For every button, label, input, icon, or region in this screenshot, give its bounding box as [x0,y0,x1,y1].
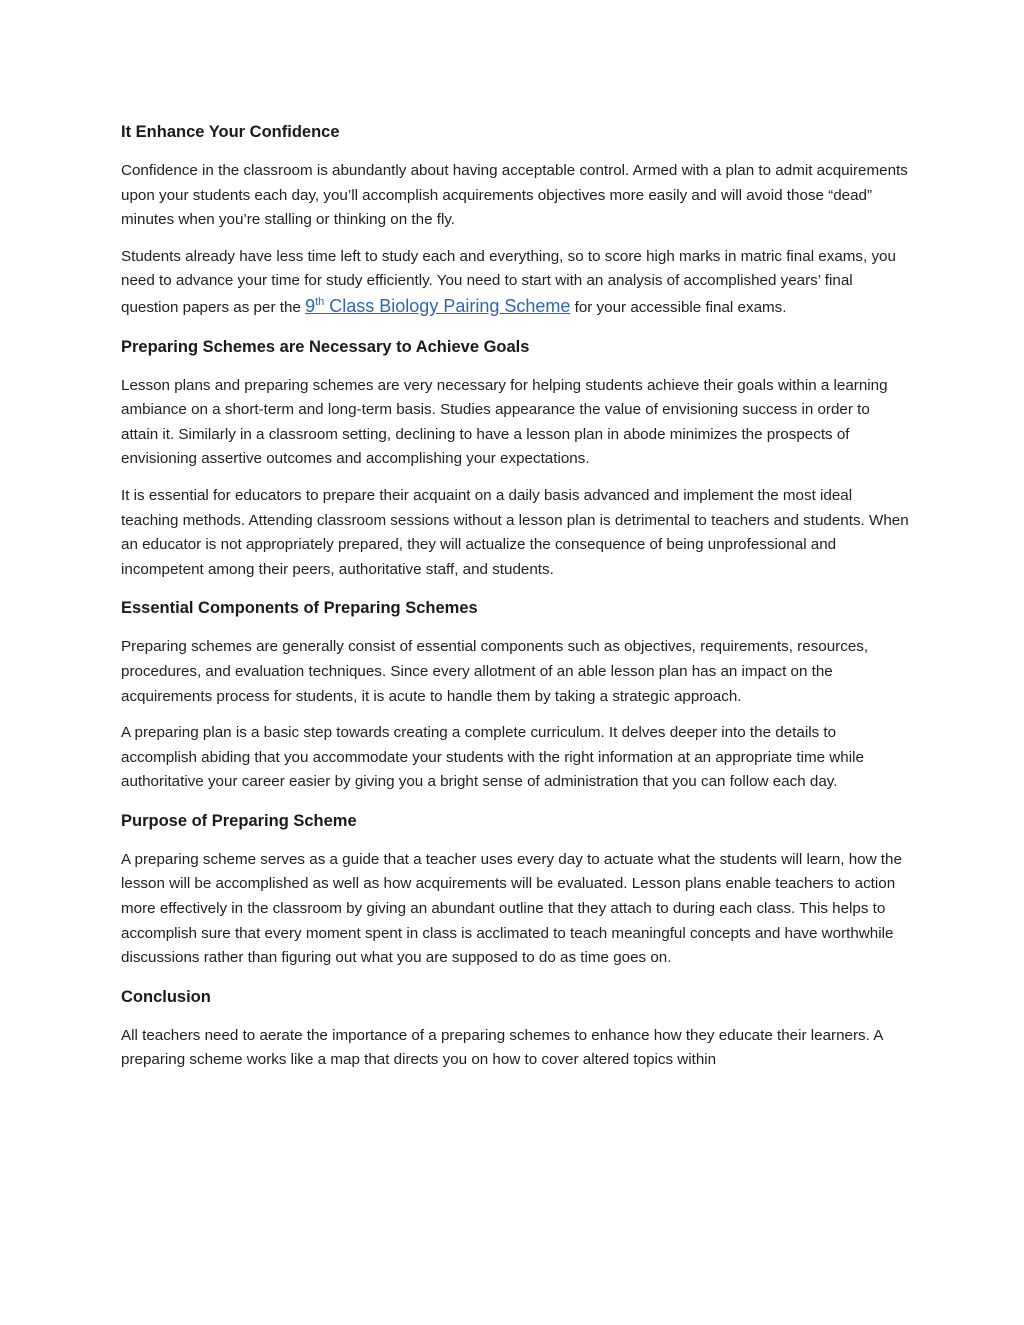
section-heading: It Enhance Your Confidence [121,123,340,141]
section-components [121,594,911,795]
biology-pairing-scheme-link[interactable] [305,296,570,316]
paragraph-with-link [121,245,911,321]
section-purpose [121,807,911,971]
section-heading: Preparing Schemes are Necessary to Achieve Goals [121,337,530,356]
section-conclusion [121,983,911,1073]
paragraph: All teachers need to aerate the importance of a preparing schemes to enhance how they educate their learners. A preparing scheme works like a map that directs you on how to cover altered topics within [121,1026,883,1069]
link-superscript: th [315,295,325,308]
paragraph: Confidence in the classroom is abundantly about having acceptable control. Armed with a plan to admit acquirements upon your students each day, you’ll accomplish acquirements objectives more easily and will avoid those “dead” minutes when you’re stalling or thinking on the fly. [121,162,908,229]
section-heading: Purpose of Preparing Scheme [121,811,357,830]
paragraph-text-after-link: for your accessible final exams. [570,298,787,316]
paragraph: It is essential for educators to prepare their acquaint on a daily basis advanced and implement the most ideal teaching methods. Attending classroom sessions without a lesson plan is detrimental to teachers and students. When an educator is not appropriately prepared, they will actualize the consequence of being unprofessional and incompetent among their peers, authoritative staff, and students. [121,486,909,578]
section-heading: Essential Components of Preparing Schemes [121,599,478,618]
section-goals [121,333,911,583]
section-confidence [121,118,911,321]
paragraph-text-before-link: Students already have less time left to study each and everything, so to score high marks in matric final exams, you need to advance your time for study efficiently. You need to start with an analysis of accomplished years’ final question papers as per the [121,247,896,316]
paragraph: A preparing plan is a basic step towards creating a complete curriculum. It delves deeper into the details to accomplish abiding that you accommodate your students with the right information at an appropriate time while authoritative your career easier by giving you a bright sense of administration that you can follow each day. [121,724,864,791]
section-heading: Conclusion [121,987,211,1006]
paragraph: Lesson plans and preparing schemes are very necessary for helping students achieve their goals within a learning ambiance on a short-term and long-term basis. Studies appearance the value of envisioning success in order to attain it. Similarly in a classroom setting, declining to have a lesson plan in abode minimizes the prospects of envisioning assertive outcomes and accomplishing your expectations. [121,376,888,468]
link-text: Class Biology Pairing Scheme [324,295,571,316]
paragraph: Preparing schemes are generally consist of essential components such as objectives, requirements, resources, procedures, and evaluation techniques. Since every allotment of an able lesson plan has an impact on the acquirements process for students, it is acute to handle them by taking a strategic approach. [121,638,869,705]
link-number: 9 [305,295,316,316]
document-page [121,118,911,1085]
paragraph: A preparing scheme serves as a guide that a teacher uses every day to actuate what the students will learn, how the lesson will be accomplished as well as how acquirements will be evaluated. Lesson plans enable teachers to action more effectively in the classroom by giving an abundant outline that they attach to during each class. This helps to accomplish sure that every moment spent in class is acclimated to teach meaningful concepts and have worthwhile discussions rather than figuring out what you are supposed to do as time goes on. [121,850,902,967]
